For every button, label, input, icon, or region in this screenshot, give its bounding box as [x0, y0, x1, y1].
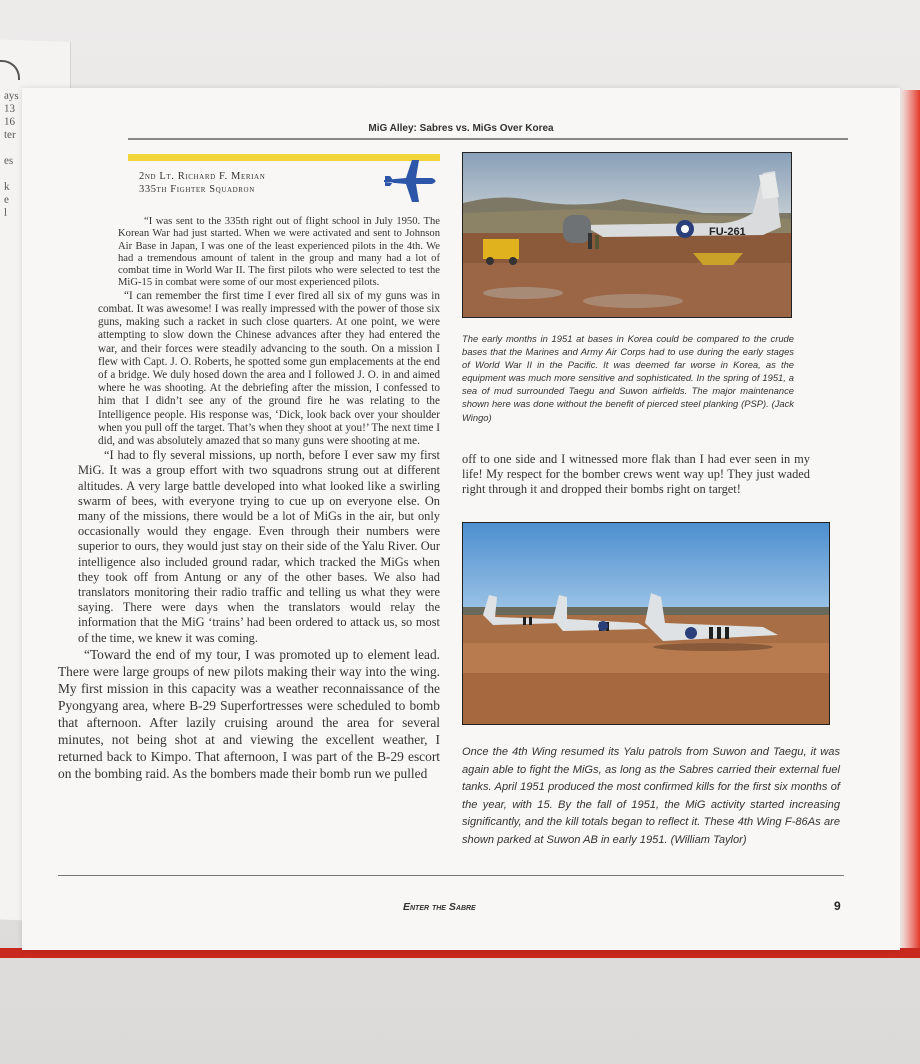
prev-page-fragment: ays [4, 89, 19, 103]
photo-sabres-parked [462, 522, 830, 725]
footer-rule [58, 875, 844, 876]
prev-page-fragment: 13 [4, 102, 15, 115]
body-paragraph: “I was sent to the 335th right out of flight school in July 1950. The Korean War had just started. When we were activated and sent to Johnson Air Base in Japan, I was one of the least experienced pilots in the 4th. We had a tremendous amount of talent in the group and many had a lot of combat time in World War II. The first pilots who were selected to test the MiG-15 in combat were some of our most experienced pilots. [118, 216, 440, 289]
pilot-squadron: 335th Fighter Squadron [139, 184, 255, 195]
pilot-name: 2nd Lt. Richard F. Merian [139, 171, 266, 182]
prev-page-fragment: l [4, 206, 8, 219]
photo-caption: Once the 4th Wing resumed its Yalu patrols from Suwon and Taegu, it was again able to fight the MiGs, as long as the Sabres carried their external fuel tanks. April 1951 produced the most confirmed kills for the first six months of the year, with 15. By the fall of 1951, the MiG activity started increasing significantly, and the kill totals began to reflect it. These 4th Wing F-86As are shown parked at Suwon AB in early 1951. (William Taylor) [462, 746, 840, 846]
chapter-title: Enter the Sabre [403, 901, 476, 913]
prev-page-fragment: e [4, 193, 9, 206]
photo-caption: The early months in 1951 at bases in Korea could be compared to the crude bases that the Marines and Army Air Corps had to use during the early stages of World War II in the Pacific. It was deemed far worse in Korea, as the equipment was much more sensitive and sophisticated. In the spring of 1951, a sea of mud surrounded Taegu and Suwon airfields. The major maintenance shown here was done without the benefit of pierced steel planking (PSP). (Jack Wingo) [462, 333, 794, 423]
body-paragraph: “I had to fly several missions, up north, before I ever saw my first MiG. It was a group effort with two squadrons strung out at different altitudes. A very large battle developed into what looked like a swirling swarm of bees, with everyone trying to cue up on everyone else. On many of the missions, there would be a lot of MiGs in the air, but only occasionally would they engage. Even through their numbers were superior to ours, they would just stay on their side of the Yalu River. Our intelligence also included ground radar, which tracked the MiGs when they took off from Antung or any of the other bases. We also had translators monitoring their radio traffic and telling us what they were saying. There were days when the translators would relay the information that the MiG ‘trains’ had been ordered to attack us, so most of the time, we knew it was coming. [78, 448, 440, 645]
prev-page-fragment: es [4, 154, 14, 167]
prev-page-fragment: k [4, 180, 10, 193]
jet-aircraft-icon [382, 156, 440, 206]
prev-page-fragment: 16 [4, 115, 15, 128]
book-page [22, 88, 900, 950]
prev-page-fragment: ter [4, 128, 16, 142]
body-paragraph: “I can remember the first time I ever fired all six of my guns was in combat. It was awesome! I was really impressed with the power of those six guns, making such a racket in such close quarters. At one point, we were attempting to slow down the Chinese advances after they had entered the war, and their forces were steadily advancing to the south. On a mission I flew with Capt. J. O. Roberts, he spotted some gun emplacements at the end of a bridge. We duly hosed down the area and I followed J. O. in and aimed where he was shooting. At the debriefing after the mission, I confessed to him that I didn’t see any of the ground fire he was relating to the Intelligence people. His response was, ‘Dick, look back over your shoulder when you pull off the target. That’s when they shoot at you!’ The next time I did, and was absolutely amazed that so many guns were shooting at me. [98, 289, 440, 448]
running-head: MiG Alley: Sabres vs. MiGs Over Korea [368, 123, 554, 134]
body-paragraph-continued: off to one side and I witnessed more flak than I had ever seen in my life! My respect for the bomber crews went way up! They just waded right through it and dropped their bombs right on target! [462, 452, 810, 496]
book-cover-edge [900, 90, 920, 950]
photo-airfield-maintenance [462, 152, 792, 318]
tail-code-label: FU-261 [709, 226, 746, 238]
header-rule [128, 138, 848, 140]
page-number: 9 [834, 899, 841, 913]
body-paragraph: “Toward the end of my tour, I was promoted up to element lead. There were large groups of new pilots making their way into the wing. My first mission in this capacity was a weather reconnaissance of the Pyongyang area, where B-29 Superfortresses were scheduled to bomb that afternoon. After lazily cruising around the area for several minutes, not being shot at and viewing the excellent weather, I returned back to Kimpo. That afternoon, I was part of the B-29 escort on the bombing raid. As the bombers made their bomb run we pulled [58, 646, 440, 781]
main-text-column [58, 216, 440, 782]
